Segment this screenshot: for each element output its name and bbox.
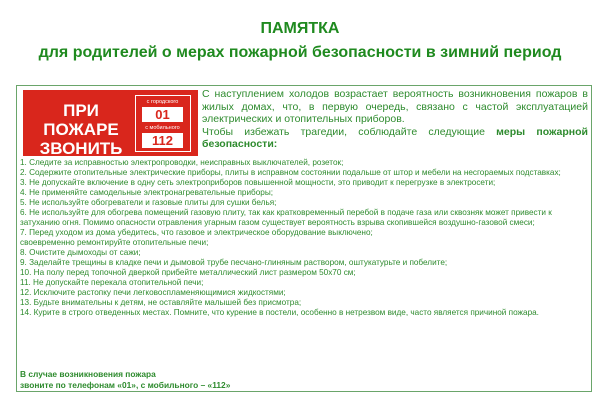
list-item: 9. Заделайте трещины в кладке печи и дымовой трубе песчано-глиняным раствором, оштукатурьте и побелите; (20, 258, 448, 267)
closing-line-2: звоните по телефонам «01», с мобильного – «112» (20, 379, 231, 390)
list-item: 11. Не допускайте перекала отопительной печи; (20, 278, 204, 287)
list-item: 10. На полу перед топочной дверкой прибейте металлический лист размером 50х70 см; (20, 268, 356, 277)
intro-text (202, 88, 588, 151)
sign-main-text: ПРИ ПОЖАРЕ ЗВОНИТЬ (39, 101, 123, 158)
list-item: 8. Очистите дымоходы от сажи; (20, 248, 141, 257)
intro-paragraph-2 (202, 126, 588, 151)
safety-rules-list (20, 158, 586, 318)
list-item: 14. Курите в строго отведенных местах. Помните, что курение в постели, особенно в нетрезвом виде, часто является причиной пожара. (20, 308, 539, 317)
list-item: 4. Не применяйте самодельные электронагревательные приборы; (20, 188, 273, 197)
list-item: 2. Содержите отопительные электрические приборы, плиты в исправном состоянии подальше от штор и мебели на несгораемых подставках; (20, 168, 561, 177)
emergency-sign (23, 90, 198, 156)
sign-city-label: с городского (146, 99, 179, 105)
page-subtitle: для родителей о мерах пожарной безопасности в зимний период (38, 44, 562, 61)
page-title: ПАМЯТКА (260, 20, 340, 37)
list-item: 12. Исключите растопку печи легковоспламеняющимися жидкостями; (20, 288, 286, 297)
list-item: 1. Следите за исправностью электропроводки, неисправных выключателей, розеток; (20, 158, 344, 167)
closing-note (20, 369, 420, 390)
list-item: 6. Не используйте для обогрева помещений газовую плиту, так как кратковременный перебой в подаче газа или сквозняк может привести к затуханию огня. Помимо опасности отравления угарным газом существует вероятность взрыва скопившейся воздушно-газовой смеси; (20, 208, 552, 227)
sign-number-box (135, 95, 191, 152)
sign-mobile-number: 112 (142, 133, 183, 148)
list-item: своевременно ремонтируйте отопительные печи; (20, 238, 209, 247)
intro-paragraph-1: С наступлением холодов возрастает вероятность возникновения пожаров в жилых домах, что, в первую очередь, связано с частой эксплуатацией электрических и отопительных приборов. (202, 88, 588, 125)
list-item: 7. Перед уходом из дома убедитесь, что газовое и электрическое оборудование выключено; (20, 228, 373, 237)
list-item: 13. Будьте внимательны к детям, не оставляйте малышей без присмотра; (20, 298, 302, 307)
list-item: 3. Не допускайте включение в одну сеть электроприборов повышенной мощности, это приводит к перегрузке в электросети; (20, 178, 496, 187)
intro-paragraph-2-bold: меры пожарной безопасности: (202, 125, 589, 150)
sign-city-number: 01 (142, 107, 183, 122)
closing-line-1: В случае возникновения пожара (20, 369, 156, 379)
intro-paragraph-2-prefix: Чтобы избежать трагедии, соблюдайте следующие (202, 125, 497, 138)
sign-mobile-label: с мобильного (145, 125, 180, 131)
list-item: 5. Не используйте обогреватели и газовые плиты для сушки белья; (20, 198, 277, 207)
